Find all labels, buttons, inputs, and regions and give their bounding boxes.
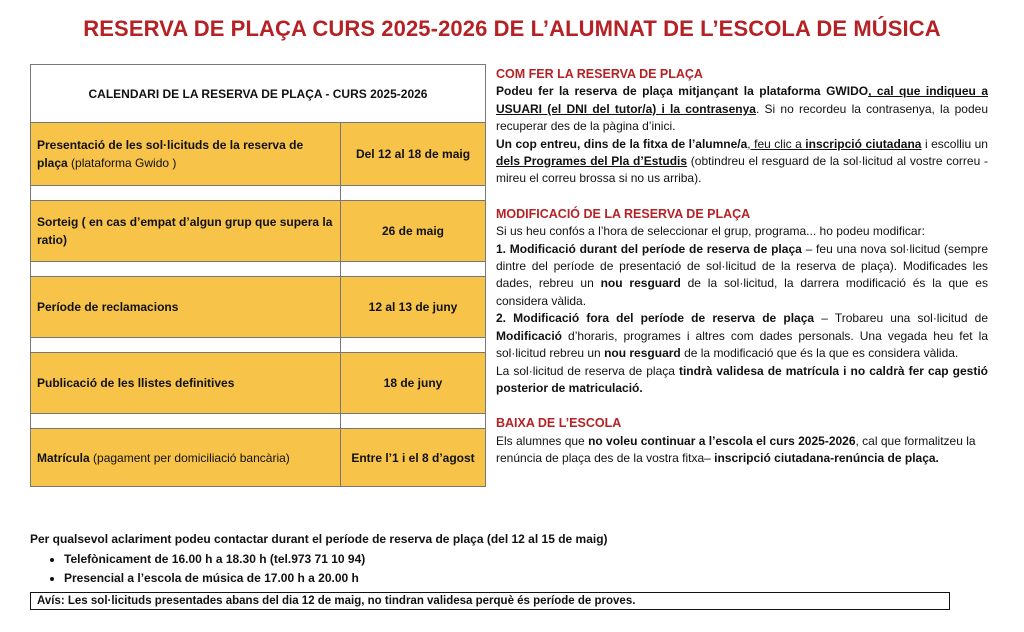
leave-paragraph: Els alumnes que no voleu continuar a l’escola el curs 2025-2026, cal que formalitzeu la renúncia de plaça des de la vostra fitxa– inscripció ciutadana-renúncia de plaça.	[496, 433, 976, 466]
calendar-event: Període de reclamacions	[31, 277, 341, 338]
calendar-event: Presentació de les sol·licituds de la reserva de plaça (plataforma Gwido )	[31, 123, 341, 186]
contact-item: • Telefònicament de 16.00 h a 18.30 h (tel.973 71 10 94)	[64, 550, 970, 569]
modify-section	[496, 206, 988, 397]
contact-list	[30, 550, 970, 588]
spacer-cell	[31, 414, 341, 429]
how-paragraph-1: Podeu fer la reserva de plaça mitjançant la plataforma GWIDO, cal que indiqueu a USUARI (el DNI del tutor/a) i la contrasenya. Si no recordeu la contrasenya, la podeu recuperar des de la pàgina d’inici.	[496, 84, 989, 134]
instructions-column	[496, 66, 988, 486]
spacer-cell	[341, 414, 486, 429]
calendar-row	[31, 429, 486, 487]
spacer-cell	[341, 262, 486, 277]
calendar-date: Del 12 al 18 de maig	[341, 123, 486, 186]
modify-option-2: 2. Modificació fora del període de reserva de plaça – Trobareu una sol·licitud de Modificació d’horaris, programes i altres com dades personals. Una vegada heu fet la sol·licitud rebreu un nou resguard de la modificació que és la que es considera vàlida.	[496, 311, 989, 361]
calendar-row	[31, 201, 486, 262]
how-section	[496, 66, 988, 188]
calendar-row	[31, 353, 486, 414]
calendar-event: Sorteig ( en cas d’empat d’algun grup que supera la ratio)	[31, 201, 341, 262]
calendar-date: Entre l’1 i el 8 d’agost	[341, 429, 486, 487]
contact-item: • Presencial a l’escola de música de 17.00 h a 20.00 h	[64, 569, 970, 588]
calendar-date: 18 de juny	[341, 353, 486, 414]
spacer-cell	[31, 186, 341, 201]
page-title: RESERVA DE PLAÇA CURS 2025-2026 DE L’ALUMNAT DE L’ESCOLA DE MÚSICA	[83, 16, 941, 41]
calendar-date: 26 de maig	[341, 201, 486, 262]
calendar-date: 12 al 13 de juny	[341, 277, 486, 338]
spacer-cell	[31, 262, 341, 277]
calendar-row	[31, 277, 486, 338]
modify-validity: La sol·licitud de reserva de plaça tindrà validesa de matrícula i no caldrà fer cap gestió posterior de matriculació.	[496, 363, 988, 395]
modify-option-1: 1. Modificació durant del període de reserva de plaça – feu una nova sol·licitud (sempre dintre del període de presentació de sol·licitud de la reserva de plaça). Modificades les dades, rebreu un nou resguard de la sol·licitud, la darrera modificació és la que es considera vàlida.	[496, 241, 988, 308]
calendar-event: Matrícula (pagament per domiciliació bancària)	[31, 429, 341, 487]
leave-section	[496, 415, 988, 467]
modify-intro: Si us heu confós a l’hora de seleccionar el grup, programa... ho podeu modificar:	[496, 224, 925, 239]
notice-box: Avís: Les sol·licituds presentades abans del dia 12 de maig, no tindran validesa perquè és període de proves.	[30, 592, 950, 610]
calendar-event: Publicació de les llistes definitives	[31, 353, 341, 414]
how-heading: COM FER LA RESERVA DE PLAÇA	[496, 67, 703, 81]
how-paragraph-2: Un cop entreu, dins de la fitxa de l’alumne/a, feu clic a inscripció ciutadana i escolliu un dels Programes del Pla d’Estudis (obtindreu el resguard de la sol·licitud al vostre correu - mireu el correu brossa si no us arriba).	[496, 136, 988, 186]
contact-section	[30, 532, 970, 588]
calendar-table	[30, 64, 486, 487]
contact-intro: Per qualsevol aclariment podeu contactar durant el període de reserva de plaça (del 12 al 15 de maig)	[30, 532, 608, 546]
spacer-cell	[341, 186, 486, 201]
calendar-row	[31, 123, 486, 186]
modify-heading: MODIFICACIÓ DE LA RESERVA DE PLAÇA	[496, 206, 751, 221]
leave-heading: BAIXA DE L’ESCOLA	[496, 416, 622, 431]
spacer-cell	[31, 338, 341, 353]
spacer-cell	[341, 338, 486, 353]
calendar-header: CALENDARI DE LA RESERVA DE PLAÇA - CURS 2025-2026	[31, 65, 486, 123]
